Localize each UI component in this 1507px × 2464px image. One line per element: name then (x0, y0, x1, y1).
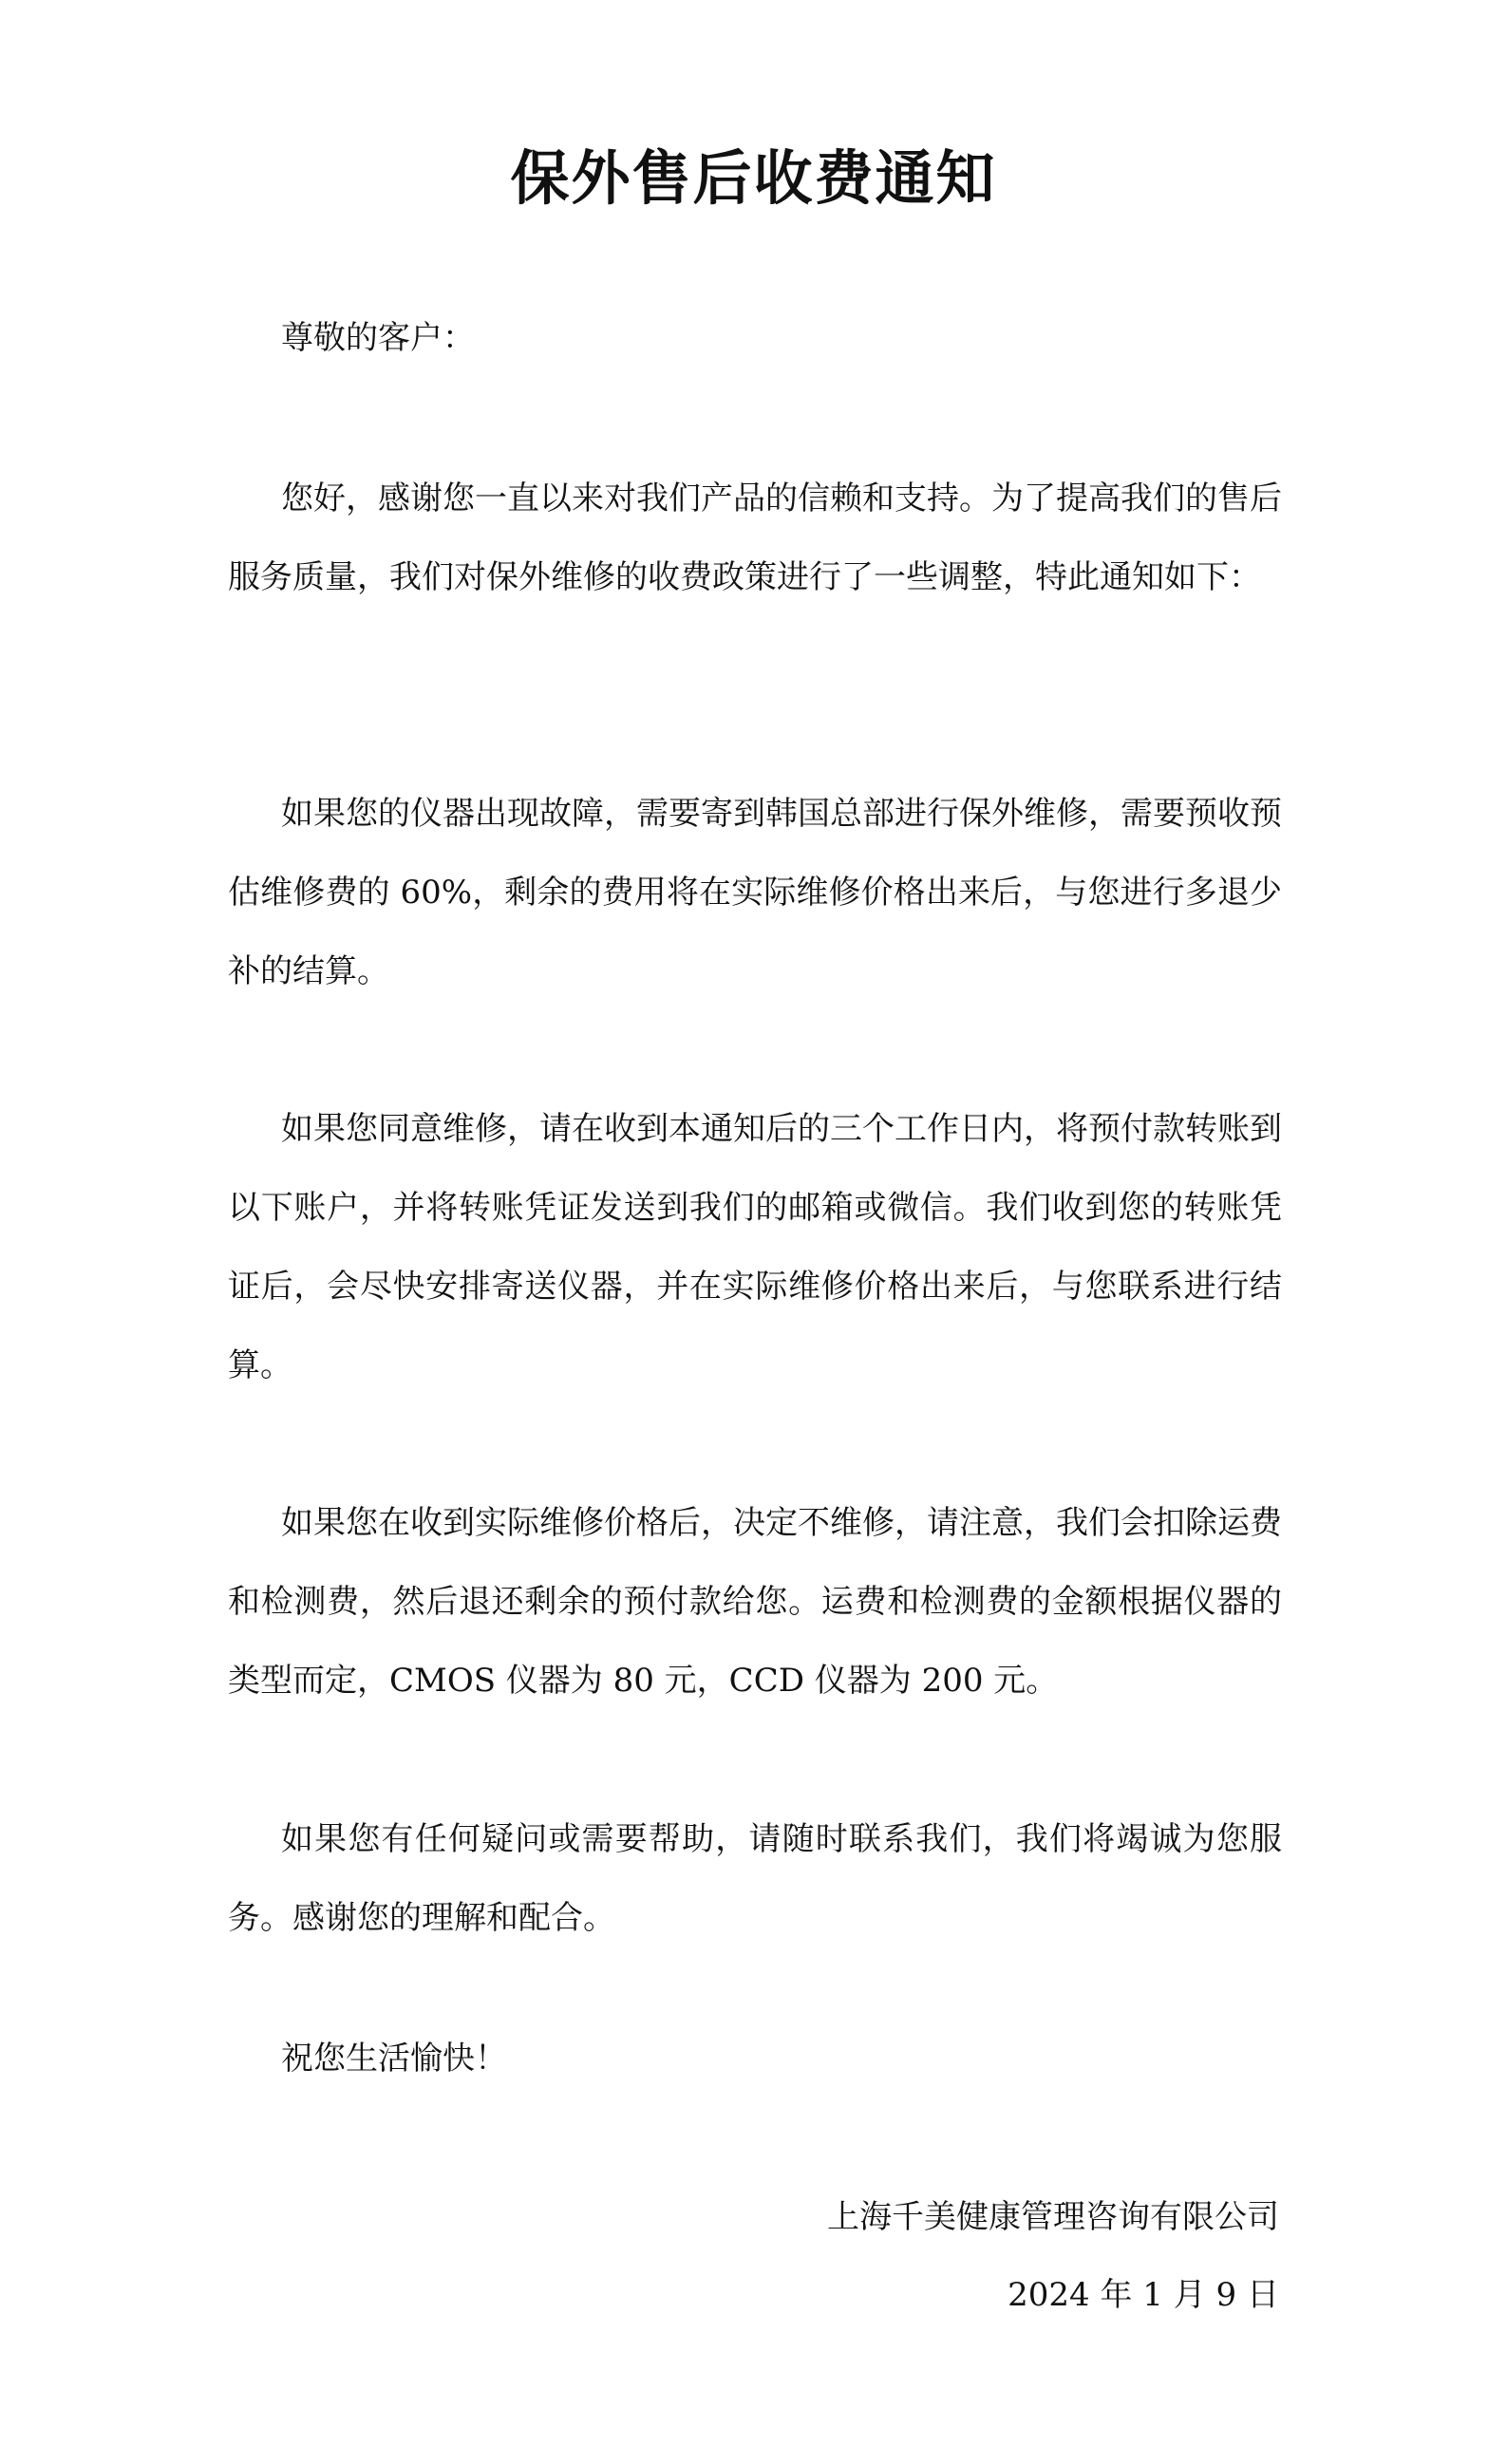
paragraph-prepayment: 如果您的仪器出现故障，需要寄到韩国总部进行保外维修，需要预收预估维修费的 60%，剩余的费用将在实际维修价格出来后，与您进行多退少补的结算。 (228, 795, 1282, 990)
closing-wish: 祝您生活愉快！ (281, 2040, 507, 2078)
paragraph-contact: 如果您有任何疑问或需要帮助，请随时联系我们，我们将竭诚为您服务。感谢您的理解和配合。 (228, 1820, 1282, 1937)
salutation: 尊敬的客户： (281, 319, 475, 357)
paragraph-greeting: 您好，感谢您一直以来对我们产品的信赖和支持。为了提高我们的售后服务质量，我们对保外维修的收费政策进行了一些调整，特此通知如下： (228, 480, 1282, 596)
signature-date: 2024 年 1 月 9 日 (1008, 2276, 1279, 2314)
document-title: 保外售后收费通知 (510, 143, 997, 213)
paragraph-transfer-instructions: 如果您同意维修，请在收到本通知后的三个工作日内，将预付款转账到以下账户，并将转账凭证发送到我们的邮箱或微信。我们收到您的转账凭证后，会尽快安排寄送仪器，并在实际维修价格出来后，与您联系进行结算。 (228, 1110, 1282, 1384)
signature-company: 上海千美健康管理咨询有限公司 (827, 2198, 1279, 2236)
paragraph-refund-policy: 如果您在收到实际维修价格后，决定不维修，请注意，我们会扣除运费和检测费，然后退还剩余的预付款给您。运费和检测费的金额根据仪器的类型而定，CMOS 仪器为 80 元，CCD 仪器为 200 元。 (228, 1504, 1282, 1700)
